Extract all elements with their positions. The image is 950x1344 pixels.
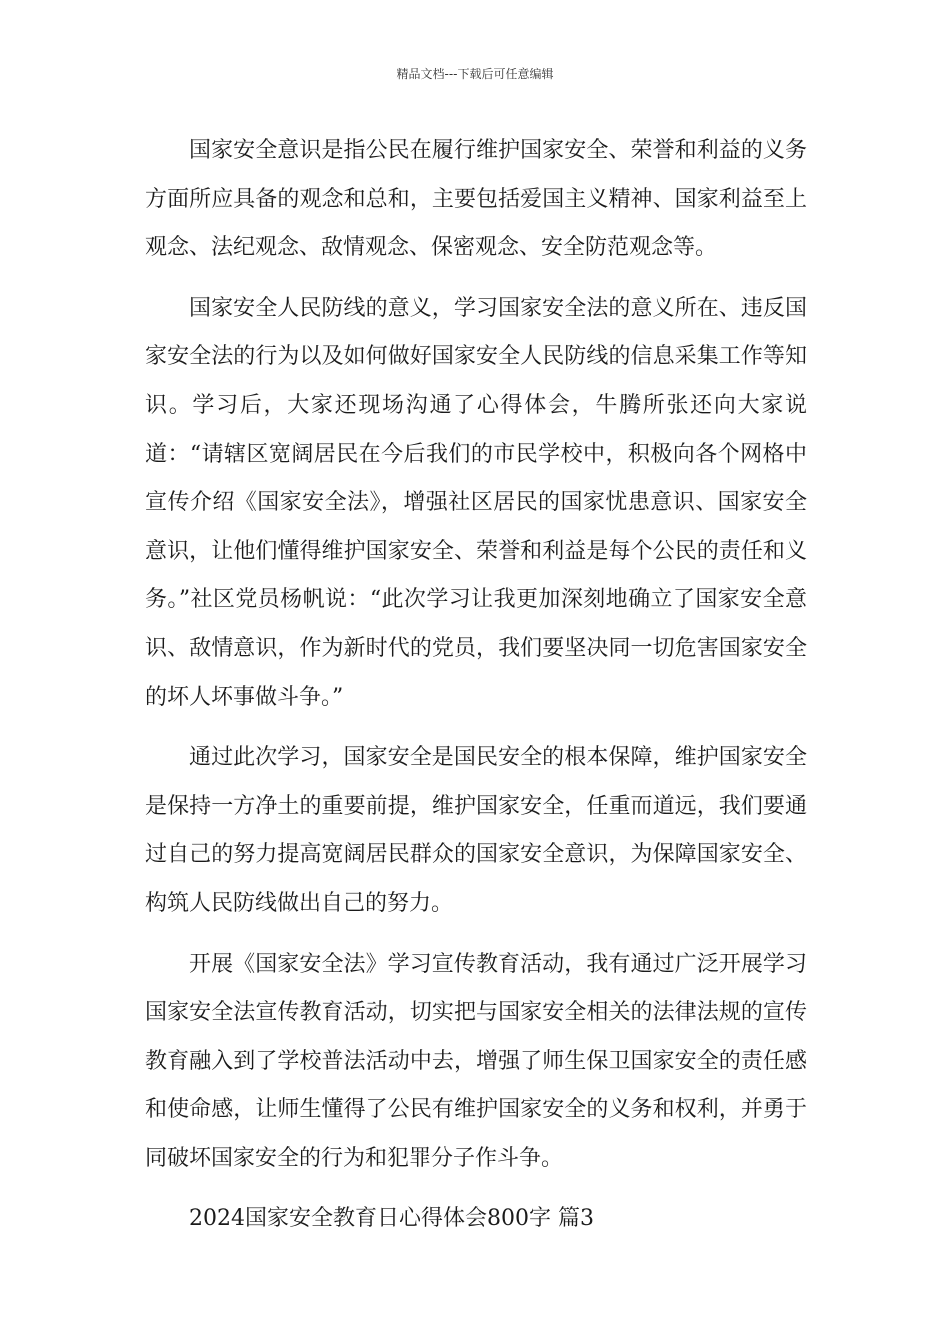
section-heading: 2024国家安全教育日心得体会800字 篇3	[189, 1206, 594, 1232]
paragraph-4: 开展《国家安全法》学习宣传教育活动，我有通过广泛开展学习国家安全法宣传教育活动，切实把与国家安全相关的法律法规的宣传教育融入到了学校普法活动中去，增强了师生保卫国家安全的责任感和使命感，让师生懂得了公民有维护国家安全的义务和权利，并勇于同破坏国家安全的行为和犯罪分子作斗争。	[145, 951, 807, 1171]
paragraph-3: 通过此次学习，国家安全是国民安全的根本保障，维护国家安全是保持一方净土的重要前提，维护国家安全，任重而道远，我们要通过自己的努力提高宽阔居民群众的国家安全意识，为保障国家安全、构筑人民防线做出自己的努力。	[145, 745, 807, 916]
paragraph-1: 国家安全意识是指公民在履行维护国家安全、荣誉和利益的义务方面所应具备的观念和总和，主要包括爱国主义精神、国家利益至上观念、法纪观念、敌情观念、保密观念、安全防范观念等。	[145, 138, 807, 261]
paragraph-2: 国家安全人民防线的意义，学习国家安全法的意义所在、违反国家安全法的行为以及如何做好国家安全人民防线的信息采集工作等知识。学习后，大家还现场沟通了心得体会，牛腾所张还向大家说道：“请辖区宽阔居民在今后我们的市民学校中，积极向各个网格中宣传介绍《国家安全法》，增强社区居民的国家忧患意识、国家安全意识，让他们懂得维护国家安全、荣誉和利益是每个公民的责任和义务。”社区党员杨帆说：“此次学习让我更加深刻地确立了国家安全意识、敌情意识，作为新时代的党员，我们要坚决同一切危害国家安全的坏人坏事做斗争。”	[145, 295, 807, 710]
document-body	[145, 127, 807, 1244]
page-header: 精品文档---下载后可任意编辑	[396, 67, 554, 81]
